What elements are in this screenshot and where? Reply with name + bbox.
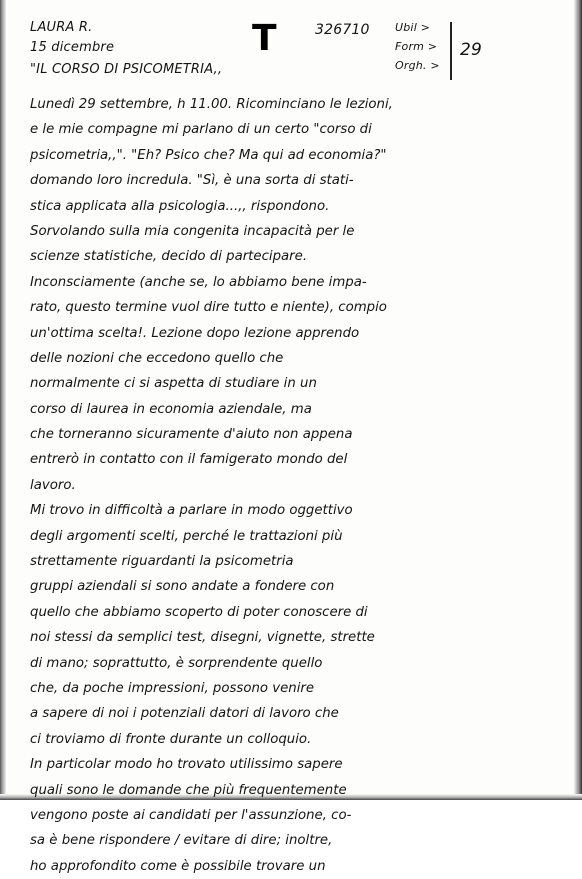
essay-line: rato, questo termine vuol dire tutto e niente), compio [30,300,387,316]
grade-mark: T [252,18,277,59]
essay-line: domando loro incredula. "Sì, è una sorta di stati- [30,173,354,189]
essay-line: a sapere di noi i potenziali datori di lavoro che [30,706,339,722]
grade-divider [450,22,452,80]
essay-title: "IL CORSO DI PSICOMETRIA,, [30,62,223,77]
grade-label-ubil: Ubil > [395,21,431,34]
grade-score: 29 [460,40,483,60]
grade-label-form: Form > [395,40,438,53]
essay-line: quali sono le domande che più frequentemente [30,782,347,798]
essay-line: ho approfondito come è possibile trovare un [30,858,326,874]
page-right-edge [574,0,582,800]
essay-line: di mano; soprattutto, è sorprendente quello [30,655,323,671]
essay-line: normalmente ci si aspetta di studiare in un [30,376,317,392]
essay-line: degli argomenti scelti, perché le trattazioni più [30,528,343,544]
essay-line: strettamente riguardanti la psicometria [30,554,294,570]
essay-line: Lunedì 29 settembre, h 11.00. Ricominciano le lezioni, [30,97,393,112]
essay-line: sa è bene rispondere / evitare di dire; inoltre, [30,833,333,849]
date: 15 dicembre [30,40,115,55]
essay-line: un'ottima scelta!. Lezione dopo lezione apprendo [30,325,360,341]
page-left-edge [0,0,6,800]
essay-body [30,92,560,879]
essay-line: stica applicata alla psicologia...,, rispondono. [30,198,330,214]
essay-line: entrerò in contatto con il famigerato mondo del [30,452,348,468]
essay-line: che torneranno sicuramente d'aiuto non appena [30,427,353,443]
essay-line: In particolar modo ho trovato utilissimo sapere [30,757,343,773]
essay-line: scienze statistiche, decido di partecipare. [30,249,308,265]
essay-line: Sorvolando sulla mia congenita incapacità per le [30,223,355,239]
essay-line: lavoro. [30,477,76,493]
grade-label-orgh: Orgh. > [395,59,440,72]
grade-labels [395,18,440,75]
essay-line: ci troviamo di fronte durante un colloquio. [30,731,312,747]
essay-line: corso di laurea in economia aziendale, ma [30,401,312,417]
essay-line: psicometria,,". "Eh? Psico che? Ma qui ad economia?" [30,147,387,163]
essay-line: delle nozioni che eccedono quello che [30,350,284,366]
essay-line: Inconsciamente (anche se, lo abbiamo bene impa- [30,274,367,290]
essay-line: quello che abbiamo scoperto di poter conoscere di [30,604,368,620]
grading-box [395,18,535,80]
essay-line: gruppi aziendali si sono andate a fondere con [30,579,335,595]
author-name: LAURA R. [30,20,93,35]
essay-line: Mi trovo in difficoltà a parlare in modo oggettivo [30,503,353,519]
essay-line: vengono poste ai candidati per l'assunzione, co- [30,807,352,823]
essay-line: e le mie compagne mi parlano di un certo "corso di [30,122,372,138]
essay-line: noi stessi da semplici test, disegni, vignette, strette [30,630,375,646]
student-code: 326710 [315,22,370,38]
essay-line: che, da poche impressioni, possono venire [30,680,315,696]
